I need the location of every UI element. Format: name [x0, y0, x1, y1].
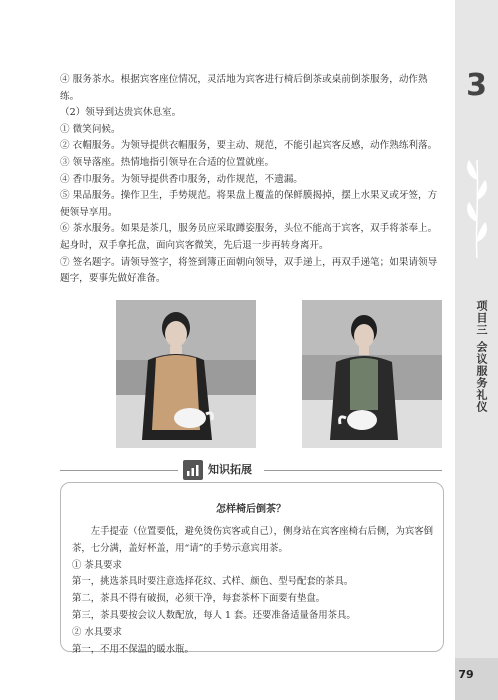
paragraph: ⑥ 茶水服务。如果是茶几，服务员应采取蹲姿服务，头位不能高于宾客，双手将茶奉上。起身时，双手拿托盘，面向宾客微笑，先后退一步再转身离开。: [60, 223, 438, 251]
knowledge-heading: 怎样椅后倒茶？: [216, 504, 286, 515]
paragraph: ② 衣帽服务。为领导提供衣帽服务，要主动、规范，不能引起宾客反感，动作熟练利落。: [60, 140, 438, 152]
banner-divider-left: [60, 470, 178, 471]
paragraph: （2）领导到达贵宾休息室。: [60, 107, 182, 119]
paragraph: 第一，不用不保温的暖水瓶。: [72, 643, 194, 655]
page-number: 79: [458, 668, 474, 681]
paragraph: ② 水具要求: [72, 626, 122, 638]
leaf-decoration-icon: [461, 150, 493, 260]
banner-title: 知识拓展: [208, 463, 252, 476]
paragraph: ⑦ 签名题字。请领导签字，将签到簿正面朝向领导，双手递上，再双手递笔；如果请领导题字，要事先做好准备。: [60, 256, 438, 285]
knowledge-banner: [60, 460, 442, 480]
banner-divider-right: [264, 470, 442, 471]
paragraph: 左手提壶（位置要低，避免烫伤宾客或自己），侧身站在宾客座椅右后侧，为宾客倒茶，七分满，盖好杯盖，用“请”的手势示意宾用茶。: [72, 526, 433, 554]
section-title-vertical: 项目三 会议服务礼仪: [475, 300, 488, 413]
knowledge-text: [72, 524, 434, 658]
paragraph: ④ 服务茶水。根据宾客座位情况，灵活地为宾客进行椅后倒茶或桌前倒茶服务，动作熟练。: [60, 74, 428, 102]
chapter-side-tab: [455, 0, 498, 700]
paragraph: ① 茶具要求: [72, 559, 122, 571]
chart-icon: [183, 460, 203, 480]
paragraph: 第二，茶具不得有破损，必须干净，每套茶杯下面要有垫盘。: [72, 593, 326, 605]
paragraph: ④ 香巾服务。为领导提供香巾服务，动作规范，不遗漏。: [60, 173, 303, 185]
paragraph: ⑤ 果品服务。操作卫生，手势规范。将果盘上覆盖的保鲜膜揭掉，摆上水果叉或牙签，方便领导享用。: [60, 190, 438, 218]
paragraph: ③ 领导落座。热情地指引领导在合适的位置就座。: [60, 156, 275, 168]
paragraph: ① 微笑问候。: [60, 123, 121, 135]
photo-waitress-serving-tea-right: [302, 300, 442, 448]
chapter-number: 3: [466, 68, 487, 103]
photo-waitress-serving-tea-left: [116, 300, 256, 448]
paragraph: 第一，挑选茶具时要注意选择花纹、式样、颜色、型号配套的茶具。: [72, 576, 354, 588]
paragraph: 第三，茶具要按会议人数配放，每人 1 套。还要准备适量备用茶具。: [72, 609, 356, 621]
body-text: [60, 72, 442, 288]
